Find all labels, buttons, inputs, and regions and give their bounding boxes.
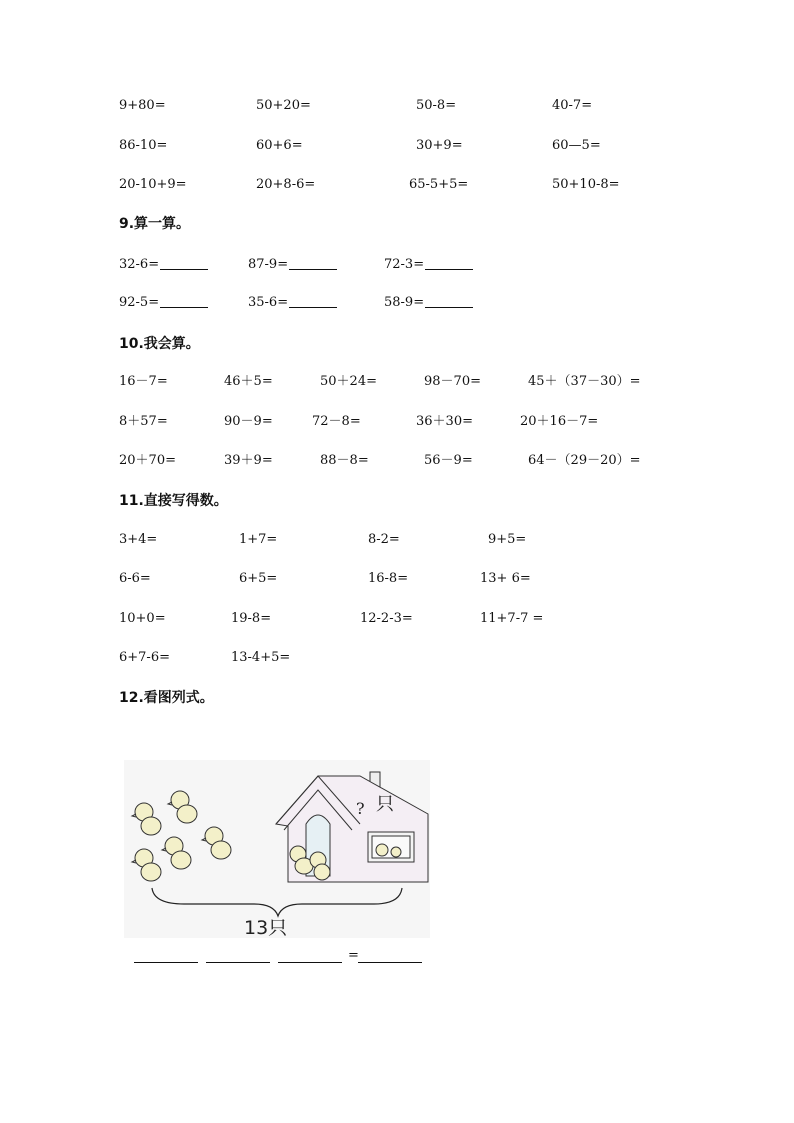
answer-blank[interactable] [160, 295, 208, 308]
problem: 1+7= [239, 532, 278, 547]
problem: 6+5= [239, 571, 278, 586]
section-title-q11: 11.直接写得数。 [119, 493, 228, 509]
problem: 11+7-7 = [480, 611, 544, 626]
problem: 20+8-6= [256, 177, 316, 192]
chicks-house-illustration [124, 760, 430, 938]
problem: 60+6= [256, 138, 303, 153]
fill-problem: 58-9= [384, 295, 473, 311]
fill-problem: 92-5= [119, 295, 208, 311]
section-title-q12: 12.看图列式。 [119, 690, 214, 706]
problem: 36＋30= [416, 414, 473, 429]
answer-blank[interactable] [425, 257, 473, 270]
answer-blank[interactable] [278, 962, 342, 963]
question-mark: ? [356, 799, 365, 818]
answer-blank[interactable] [134, 962, 198, 963]
problem: 50+10-8= [552, 177, 620, 192]
problem: 20＋70= [119, 453, 176, 468]
problem: 45＋（37－30）= [528, 374, 641, 389]
answer-blank[interactable] [206, 962, 270, 963]
problem: 10+0= [119, 611, 166, 626]
problem: 50＋24= [320, 374, 377, 389]
answer-blank[interactable] [289, 257, 337, 270]
problem: 90－9= [224, 414, 273, 429]
problem: 9+5= [488, 532, 527, 547]
problem: 16-8= [368, 571, 409, 586]
fill-problem: 32-6= [119, 257, 208, 273]
problem: 20＋16－7= [520, 414, 599, 429]
problem: 3+4= [119, 532, 158, 547]
problem: 16－7= [119, 374, 168, 389]
fill-problem: 35-6= [248, 295, 337, 311]
problem: 40-7= [552, 98, 593, 113]
problem: 6-6= [119, 571, 151, 586]
problem: 20-10+9= [119, 177, 187, 192]
problem: 30+9= [416, 138, 463, 153]
problem: 13-4+5= [231, 650, 291, 665]
problem: 86-10= [119, 138, 168, 153]
problem: 12-2-3= [360, 611, 413, 626]
answer-blank[interactable] [425, 295, 473, 308]
fill-problem: 87-9= [248, 257, 337, 273]
problem: 39＋9= [224, 453, 273, 468]
problem: 50-8= [416, 98, 457, 113]
problem: 64－（29－20）= [528, 453, 641, 468]
answer-blank[interactable] [358, 962, 422, 963]
problem: 8＋57= [119, 414, 168, 429]
problem: 6+7-6= [119, 650, 170, 665]
problem: 88－8= [320, 453, 369, 468]
problem: 46＋5= [224, 374, 273, 389]
problem: 56－9= [424, 453, 473, 468]
problem: 72－8= [312, 414, 361, 429]
problem: 98－70= [424, 374, 481, 389]
problem: 13+ 6= [480, 571, 531, 586]
unknown-count-label: 只 [376, 794, 394, 815]
equals-sign: = [348, 948, 359, 963]
problem: 19-8= [231, 611, 272, 626]
total-label: 13只 [244, 917, 288, 938]
problem: 8-2= [368, 532, 400, 547]
section-title-q10: 10.我会算。 [119, 336, 200, 352]
answer-blank[interactable] [160, 257, 208, 270]
problem: 60—5= [552, 138, 601, 153]
fill-problem: 72-3= [384, 257, 473, 273]
problem: 50+20= [256, 98, 311, 113]
answer-blank[interactable] [289, 295, 337, 308]
section-title-q9: 9.算一算。 [119, 216, 191, 232]
problem: 9+80= [119, 98, 166, 113]
problem: 65-5+5= [409, 177, 469, 192]
